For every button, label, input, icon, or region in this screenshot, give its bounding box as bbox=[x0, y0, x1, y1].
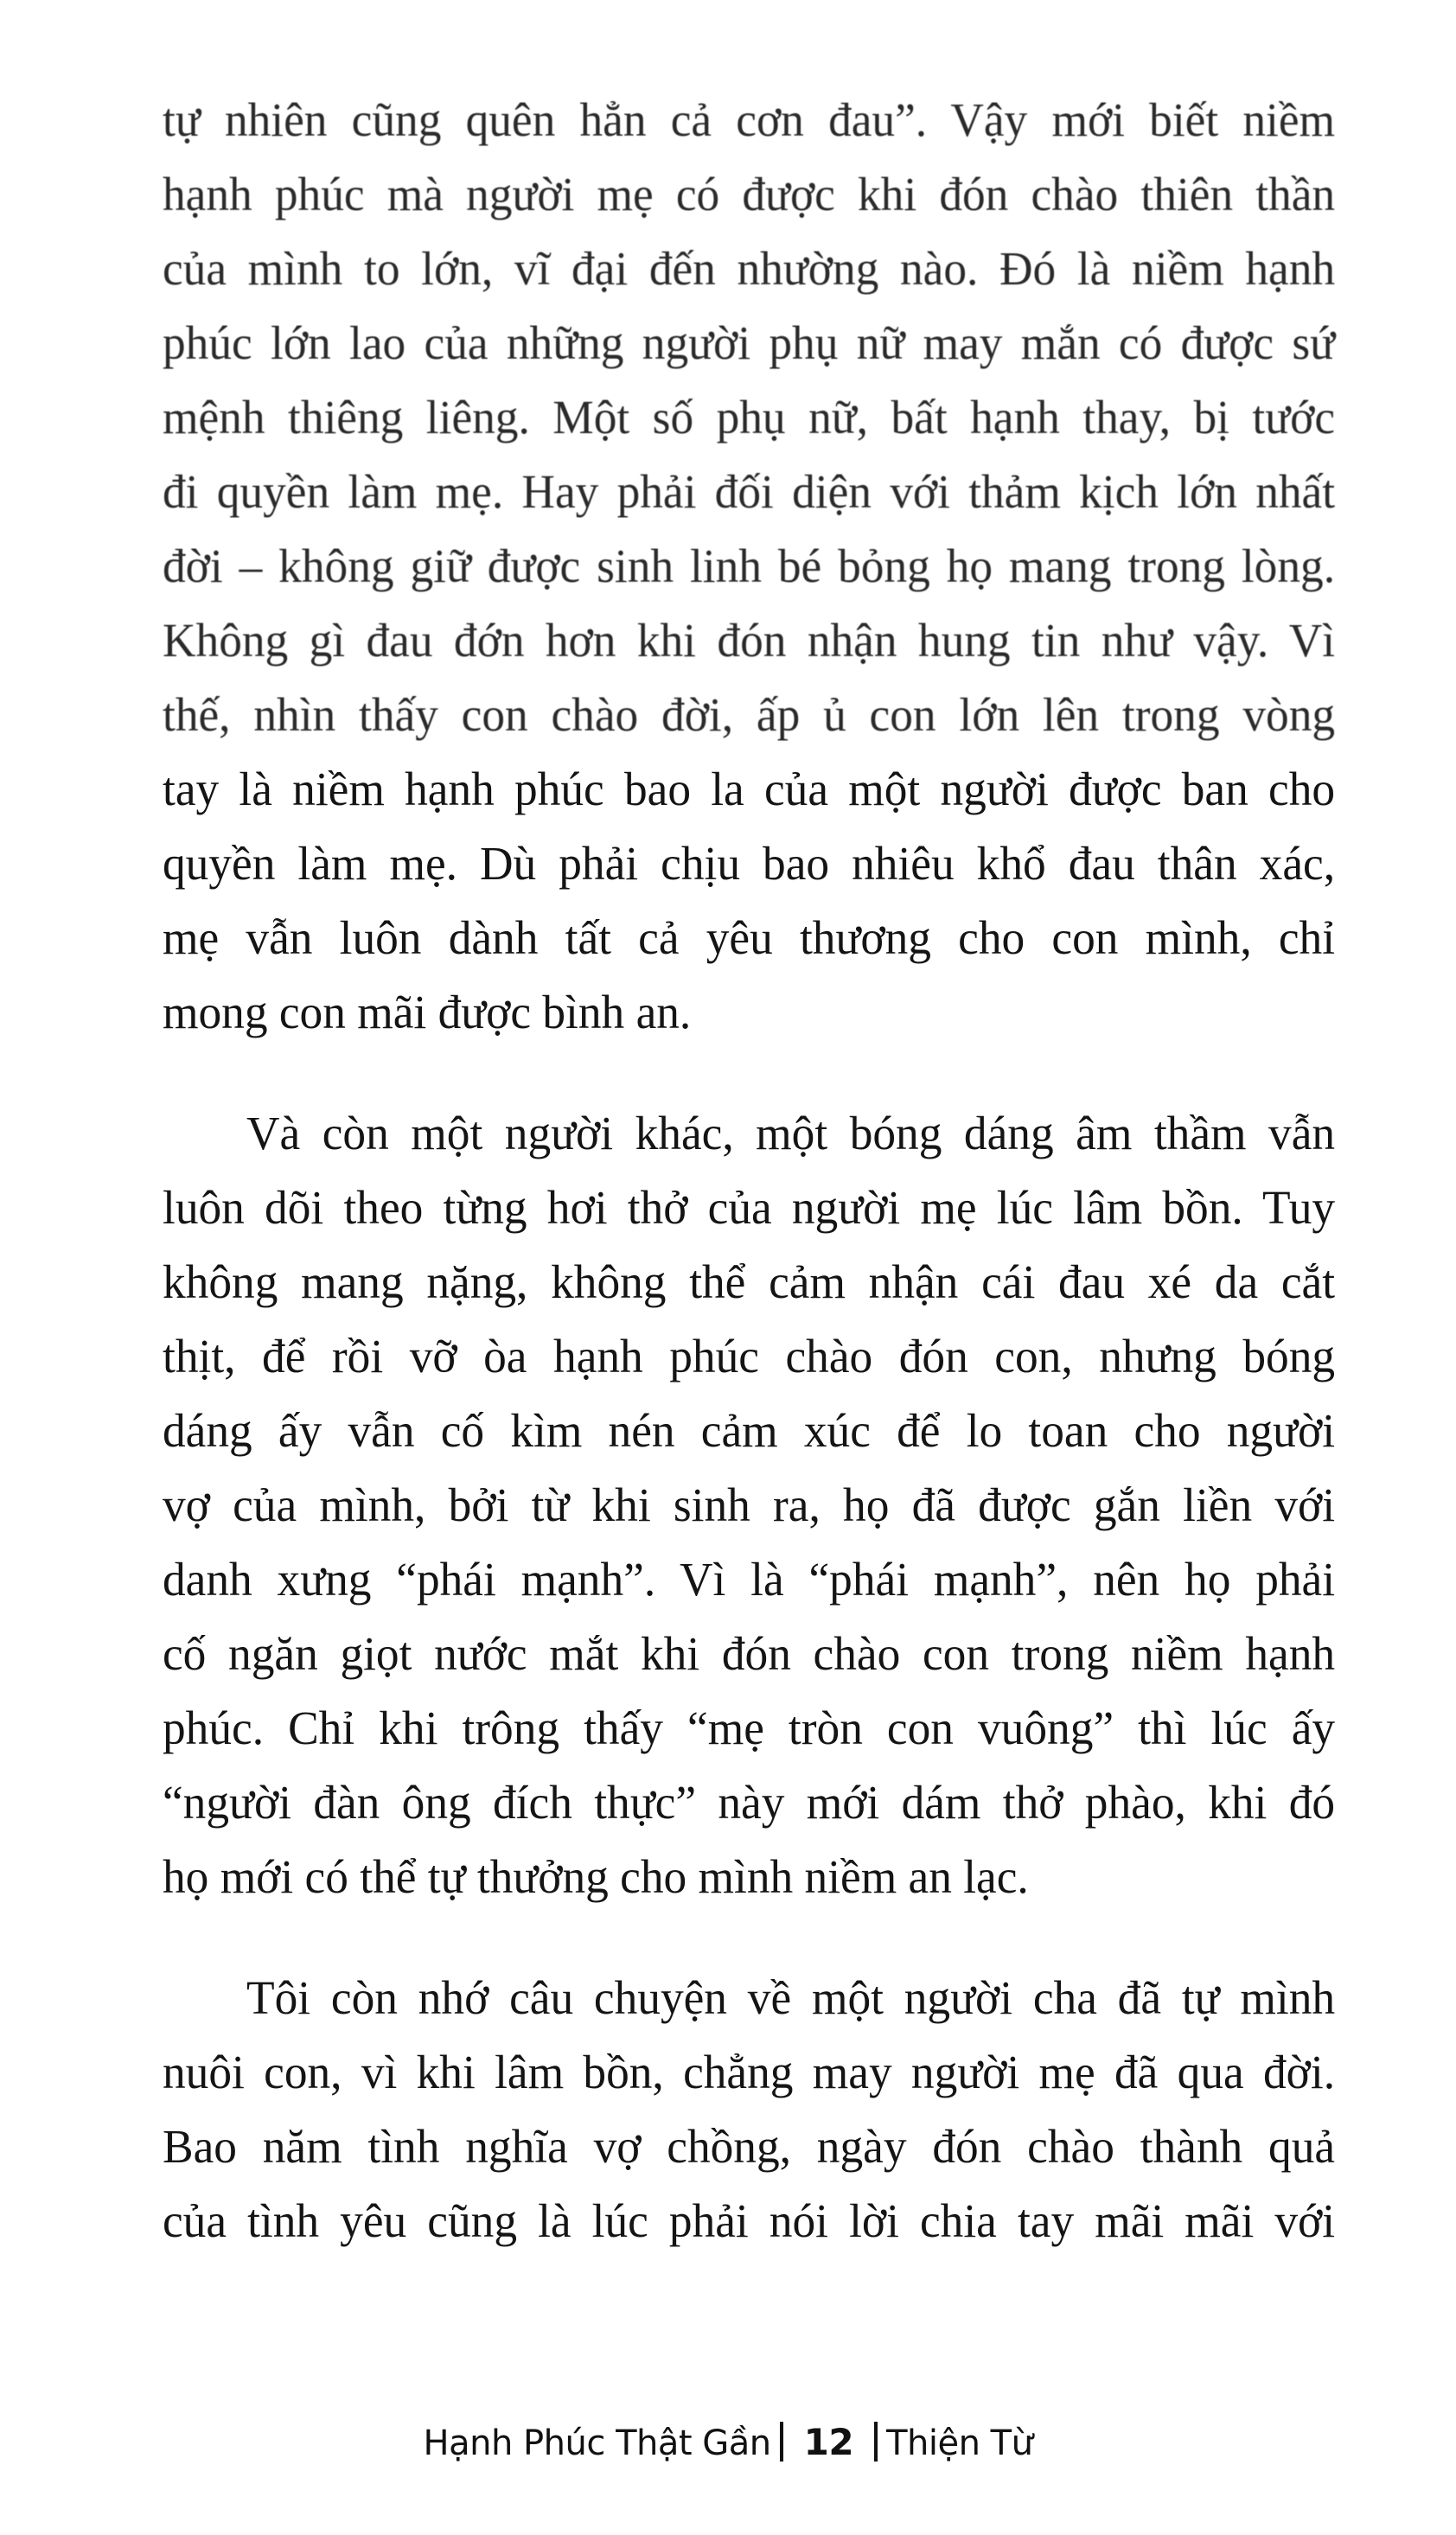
text-line: “người đàn ông đích thực” này mới dám thở phào, khi đó bbox=[163, 1776, 1336, 1829]
text-line: dáng ấy vẫn cố kìm nén cảm xúc để lo toan cho người bbox=[163, 1404, 1336, 1457]
text-line: Và còn một người khác, một bóng dáng âm thầm vẫn bbox=[246, 1107, 1336, 1159]
text-line: của tình yêu cũng là lúc phải nói lời chia tay mãi mãi với bbox=[163, 2194, 1336, 2247]
text-line: không mang nặng, không thể cảm nhận cái đau xé da cắt bbox=[163, 1255, 1336, 1308]
text-line: đời – không giữ được sinh linh bé bỏng họ mang trong lòng. bbox=[163, 540, 1336, 592]
text-line: quyền làm mẹ. Dù phải chịu bao nhiêu khổ đau thân xác, bbox=[163, 837, 1336, 890]
text-line: tay là niềm hạnh phúc bao la của một người được ban cho bbox=[163, 763, 1336, 815]
footer-divider bbox=[780, 2422, 783, 2462]
text-line: danh xưng “phái mạnh”. Vì là “phái mạnh”, nên họ phải bbox=[163, 1553, 1336, 1606]
text-line: nuôi con, vì khi lâm bồn, chẳng may người mẹ đã qua đời. bbox=[163, 2046, 1336, 2098]
paragraph bbox=[163, 83, 1371, 1050]
page-footer bbox=[0, 2421, 1456, 2463]
text-line: vợ của mình, bởi từ khi sinh ra, họ đã được gắn liền với bbox=[163, 1478, 1336, 1531]
text-line: mẹ vẫn luôn dành tất cả yêu thương cho con mình, chỉ bbox=[163, 911, 1336, 964]
text-line: thịt, để rồi vỡ òa hạnh phúc chào đón con, nhưng bóng bbox=[163, 1330, 1336, 1382]
text-line: luôn dõi theo từng hơi thở của người mẹ lúc lâm bồn. Tuy bbox=[163, 1181, 1336, 1234]
text-line: thế, nhìn thấy con chào đời, ấp ủ con lớn lên trong vòng bbox=[163, 688, 1336, 741]
text-line: của mình to lớn, vĩ đại đến nhường nào. Đó là niềm hạnh bbox=[163, 242, 1336, 295]
text-line: mệnh thiêng liêng. Một số phụ nữ, bất hạnh thay, bị tước bbox=[163, 391, 1336, 444]
text-line: cố ngăn giọt nước mắt khi đón chào con trong niềm hạnh bbox=[163, 1627, 1336, 1680]
text-line: mong con mãi được bình an. bbox=[163, 986, 692, 1038]
paragraph bbox=[163, 1961, 1371, 2258]
text-line: Bao năm tình nghĩa vợ chồng, ngày đón chào thành quả bbox=[163, 2120, 1336, 2173]
text-line: Không gì đau đớn hơn khi đón nhận hung tin như vậy. Vì bbox=[163, 614, 1336, 667]
paragraph bbox=[163, 1096, 1371, 1914]
page-body bbox=[163, 83, 1371, 2305]
author-name: Thiện Từ bbox=[886, 2423, 1033, 2463]
page-number: 12 bbox=[803, 2421, 854, 2463]
text-line: Tôi còn nhớ câu chuyện về một người cha đã tự mình bbox=[246, 1971, 1336, 2024]
text-line: phúc. Chỉ khi trông thấy “mẹ tròn con vuông” thì lúc ấy bbox=[163, 1702, 1336, 1754]
book-title: Hạnh Phúc Thật Gần bbox=[423, 2423, 771, 2463]
text-line: phúc lớn lao của những người phụ nữ may mắn có được sứ bbox=[163, 316, 1336, 369]
text-line: đi quyền làm mẹ. Hay phải đối diện với thảm kịch lớn nhất bbox=[163, 465, 1336, 518]
text-line: hạnh phúc mà người mẹ có được khi đón chào thiên thần bbox=[163, 168, 1336, 220]
footer-divider bbox=[874, 2422, 878, 2462]
text-line: họ mới có thể tự thưởng cho mình niềm an lạc. bbox=[163, 1850, 1029, 1903]
text-line: tự nhiên cũng quên hẳn cả cơn đau”. Vậy mới biết niềm bbox=[163, 93, 1336, 146]
